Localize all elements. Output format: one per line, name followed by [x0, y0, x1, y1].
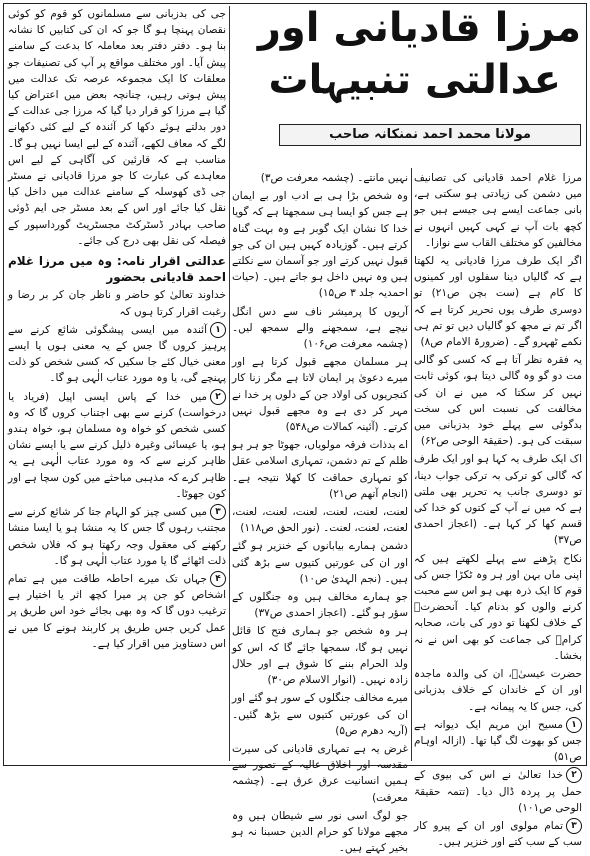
item-number-badge: ۴	[210, 571, 226, 587]
paragraph: جو لوگ اسی نور سے شیطان ہیں وہ مجھے مولانا کو حرام الدین حسبنا نہ ہو بخیر کہتے ہیں۔	[232, 809, 408, 855]
list-item	[414, 717, 582, 766]
section-subheading: عدالتی اقرار نامہ: وہ میں مرزا غلام احمد قادیانی بحضور	[8, 254, 226, 285]
paragraph: آریوں کا پرمیشر ناف سے دس انگل نیچے ہے، سمجھنے والے سمجھ لیں۔ (چشمہ معرفت ص۱۰۶)	[232, 305, 408, 351]
author-byline: مولانا محمد احمد نمنکانہ صاحب	[279, 124, 581, 146]
paragraph: اک ایک طرف یہ کہا ہو اور ایک طرف کہ گالی کو ترکی بہ ترکی جواب دینا، تو دوسری جانب یہ تحریر بھی ملتی ہے کہ میں نے آپ کے کتوں کو خدا کی قسم کھا کر کہا ہے۔ (اعجاز احمدی ص۳۷)	[414, 453, 582, 547]
paragraph: مرزا غلام احمد قادیانی کی تصانیف میں دشمن کی زیادتی ہو سکتی ہے، بانی جماعت ایسے ہی جیسے ہیں جو کچھ بات آپ نے کہی کہیں انہوں نے مخالفین کو مختلف القاب سے نوازا۔	[414, 172, 582, 249]
list-item	[414, 818, 582, 850]
paragraph: جی کی بدزبانی سے مسلمانوں کو قوم کو کوئی نقصان پہنچا ہو گا جو کہ ان کی کتابیں کا نشانہ بنا ہو۔ دفتر دفتر بعد معاملہ کا بدعت کے سامنے پیش آیا۔ اور مختلف مواقع پر آپ کی تصنیفات جو معلقات کا ایک مجموعہ عرصہ تک عدالت میں پیش ہوتی رہیں، چنانچہ بعض میں اعتراض کیا گیا ہے مرزا کو قرار دیا گیا کہ مرزا جی عدالت کے دور بدلتے ہوئے دکھا کر آئندہ کے لیے کئی دکھانے لگے کہ معاف لکھے، آئندہ کے لیے ایسا نہیں ہو گا۔ مناسب ہے کہ قارئین کی آگاہی کے لیے اس معاہدے کی عبارت کا جو مرزا قادیانی نے مسٹر جی ڈی کھوسلہ کے سامنے عدالت میں داخل کیا نقل کیا جائے اور اس کے بعد مسٹر جی ایم ڈوئی صاحب بہادر ڈسٹرکٹ مجسٹریٹ گورداسپور کے فیصلہ کی نقل بھی درج کی جائے۔	[8, 8, 226, 247]
list-item-text: میں کسی چیز کو الہام جتا کر شائع کرنے سے مجتنب رہوں گا جس کا یہ منشا ہو یا ایسا منشا رکھنے کی معقول وجہ رکھتا ہو کہ فلاں شخص ذلت اٹھائے گا یا مورد عتاب الٰہی ہو گا۔	[8, 506, 226, 567]
title-block	[243, 6, 581, 126]
paragraph: نکاح پڑھنے سے پہلے لکھتے ہیں کہ اپنی ماں بہن اور ہر وہ ٹکڑا جس کی قوم کا ایک ذرہ بھی ہو اس سے محبت کرنے والوں کو بدنام کیا۔ آنحضرتؐ کے خلاف لکھنا تو دور کی بات، صحابہ کرامؓ کی جماعت کو بھی اس نے نہ بخشا۔	[414, 552, 582, 662]
item-number-badge: ۲	[566, 767, 582, 783]
list-item	[8, 389, 226, 502]
paragraph: دشمن ہمارے بیابانوں کے خنزیر ہو گئے اور ان کی عورتیں کتیوں سے بڑھ گئی ہیں۔ (نجم الہدیٰ ص۱۰)	[232, 540, 408, 585]
list-item	[8, 571, 226, 652]
paragraph: میرے مخالف جنگلوں کے سور ہو گئے اور ان کی عورتیں کتیوں سے بڑھ گئیں۔ (آریہ دھرم ص۵)	[232, 692, 408, 737]
middle-column	[232, 170, 408, 855]
paragraph: یہ فقرہ نظر آتا ہے کہ کسی کو گالی مت دو گو وہ گالی دیتا ہو، کوئی ثابت نہیں کر سکتا کہ میں نے ان کی مخالفت کی نسبت اس کی سخت بدگوئی سے پہلے خود بدزبانی میں سبقت کی ہو۔ (حقیقۃ الوحی ص۶۲)	[414, 354, 582, 448]
paragraph: نہیں مانتے۔ (چشمہ معرفت ص۳)	[260, 172, 408, 184]
list-item-text: مسیح ابن مریم ایک دیوانہ ہے جس کو بھوت لگ گیا تھا۔ (ازالہ اوہام ص۵۱)	[414, 718, 582, 764]
headline-line-2: عدالتی تنبیہات	[268, 57, 561, 103]
paragraph: غرض یہ ہے تمہاری قادیانی کی سیرت مقدسہ اور اخلاق عالیہ کے تصور سے ہمیں انسانیت عرق عرق ہے۔ (چشمہ معرفت)	[232, 742, 408, 804]
item-number-badge: ۱	[566, 717, 582, 733]
item-number-badge: ۳	[566, 818, 582, 834]
paragraph: ہر وہ شخص جو ہماری فتح کا قائل نہیں ہو گا، سمجھا جائے گا کہ اس کو ولد الحرام بننے کا شوق ہے اور حلال زادہ نہیں۔ (انوار الاسلام ص۳۰)	[232, 625, 408, 687]
headline-line-1: مرزا قادیانی اور	[257, 5, 581, 51]
paragraph: اگر ایک طرف مرزا قادیانی یہ لکھتا ہے کہ گالیاں دینا سفلوں اور کمینوں کا کام ہے (ست بچن ص۲۱) تو دوسری طرف یوں تحریر کرتا ہے کہ اگر تم نے مجھ کو گالیاں دیں تو تم ہی نکمے ٹھہرو گے۔ (ضرورۃ الامام ص۸)	[414, 255, 583, 349]
paragraph: حضرت عیسیٰؑ، ان کی والدہ ماجدہ اور ان کے خاندان کے خلاف بدزبانی کی، جس کا یہ پیمانہ ہے۔	[414, 668, 582, 713]
item-number-badge: ۱	[210, 322, 226, 338]
column-divider	[411, 168, 412, 761]
paragraph: جو ہمارے مخالف ہیں وہ جنگلوں کے سؤر ہو گئے۔ (اعجاز احمدی ص۳۷)	[232, 591, 408, 620]
list-item	[8, 504, 226, 569]
list-item-text: تمام مولوی اور ان کے پیرو کار سب کے سب کتے اور خنزیر ہیں۔	[414, 819, 582, 849]
column-divider	[229, 6, 230, 761]
list-item-text: میں خدا کے پاس ایسی اپیل (فریاد یا درخواست) کرنے سے بھی اجتناب کروں گا کہ وہ کسی شخص کو خواہ وہ مسلمان ہو، خواہ ہندو ہو، یا عیسائی وغیرہ ذلیل کرنے سے یا ایسے نشان ظاہر کرنے سے کہ وہ مورد عتاب الٰہی ہے یہ ظاہر کرے کہ مذہبی مباحثے میں کون سچا ہے اور کون جھوٹا۔	[8, 390, 226, 500]
paragraph: خداوند تعالیٰ کو حاضر و ناظر جان کر بر رضا و رغبت اقرار کرتا ہوں کہ	[8, 289, 226, 318]
list-item-text: خدا تعالیٰ نے اس کی بیوی کے حمل پر پردہ ڈال دیا۔ (تتمہ حقیقۃ الوحی ص۱۰۱)	[414, 769, 582, 814]
list-item	[8, 322, 226, 387]
paragraph: لعنت، لعنت، لعنت، لعنت، لعنت، لعنت، لعنت، لعنت، لعنت۔ (نور الحق ص۱۱۸)	[232, 506, 408, 535]
list-item	[414, 767, 582, 816]
paragraph: وہ شخص بڑا ہی بے ادب اور بے ایمان ہے جس کو ایسا ہی سمجھتا ہے کہ گویا خدا کا نشان ایک گوبر ہے وہ بہت گناہ کرتے ہیں۔ گوزیادہ کہیں ہیں ان کی جو قبول نہیں کرتے اور جو آسمان سے نکلتے ہیں وہ نہیں داخل ہو جاتے ہیں۔ (حیات احمدیہ جلد ۳ ص۱۵)	[232, 190, 408, 300]
item-number-badge: ۲	[210, 389, 226, 405]
list-item-text: جہاں تک میرے احاطہ طاقت میں ہے تمام اشخاص کو جن پر میرا کچھ اثر یا اختیار ہے ترغیب دوں گا کہ وہ بھی بجائے خود اس طریق پر عمل کریں جس طریق پر کاربند ہونے کا میں نے اس دستاویز میں اقرار کیا ہے۔	[8, 572, 226, 650]
list-item-text: آئندہ میں ایسی پیشگوئی شائع کرنے سے پرہیز کروں گا جس کے یہ معنی ہوں یا ایسے معنی خیال کئے جا سکیں کہ کسی شخص کو ذلت پہنچے گی، یا وہ مورد عتاب الٰہی ہو گا۔	[8, 323, 226, 385]
right-column	[414, 170, 583, 849]
paragraph: ہر مسلمان مجھے قبول کرتا ہے اور میرے دعویٰ پر ایمان لاتا ہے مگر زنا کار کنجریوں کی اولاد جن کے دلوں پر خدا نے مہر کر دی ہے وہ مجھے قبول نہیں کرتے۔ (آئینہ کمالات ص۵۴۸)	[232, 356, 408, 434]
left-column	[8, 6, 226, 762]
paragraph: اے بدذات فرقہ مولویاں، جھوٹا جو ہر ہو ظلم کے تم دشمن، تمہاری اسلامی عقل کو تمہاری حماقت کا کھلا نتیجہ ہے۔ (انجام آتھم ص۲۱)	[232, 439, 408, 500]
item-number-badge: ۳	[210, 504, 226, 520]
